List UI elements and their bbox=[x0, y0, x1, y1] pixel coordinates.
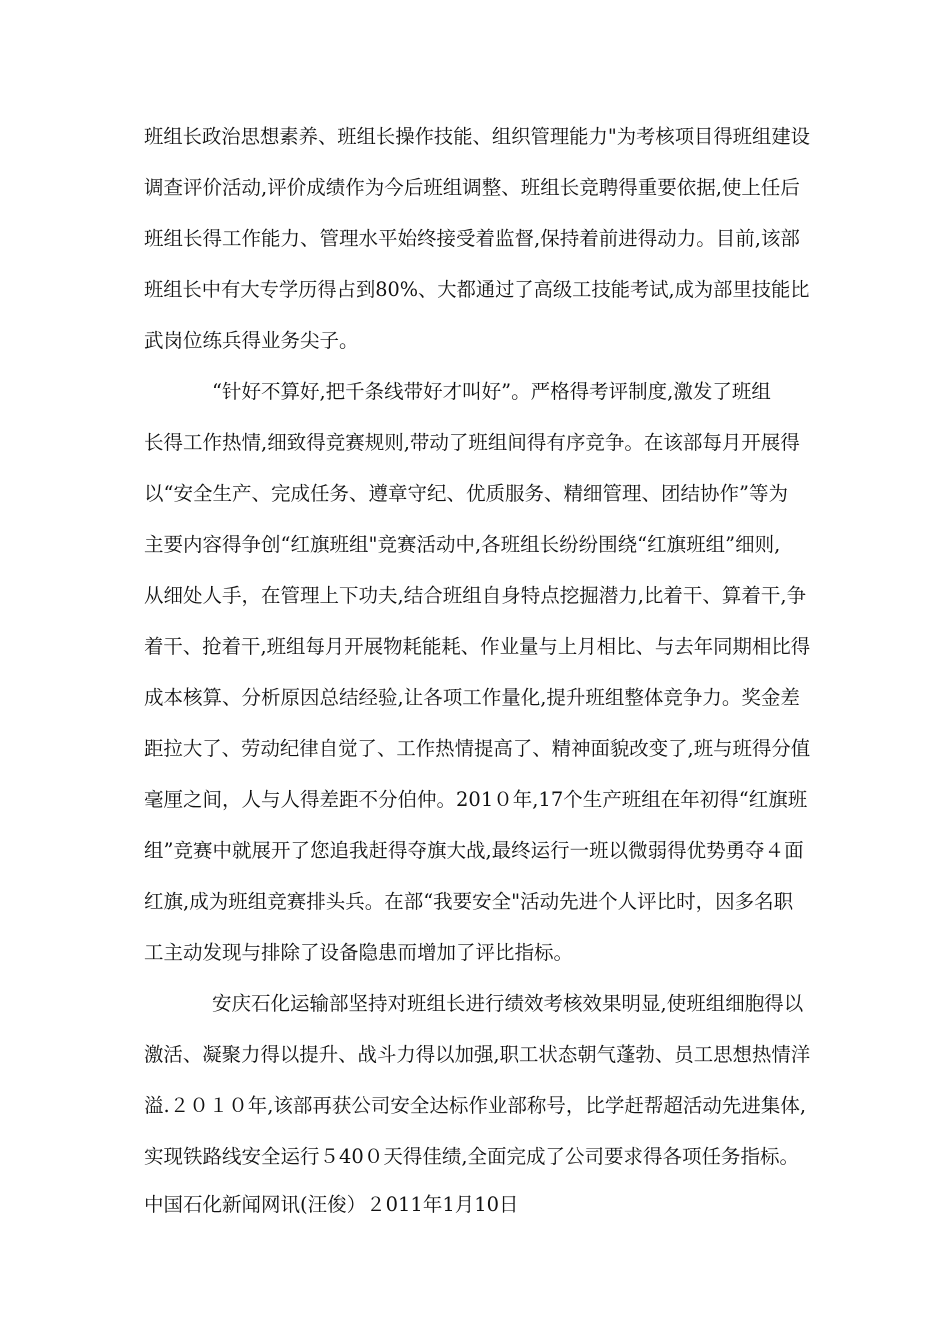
paragraph-2-line-3: 以“安全生产、完成任务、遵章守纪、优质服务、精细管理、团结协作”等为 bbox=[144, 482, 788, 505]
paragraph-2-line-12: 工主动发现与排除了设备隐患而增加了评比指标。 bbox=[144, 941, 574, 964]
paragraph-1-line-1: 班组长政治思想素养、班组长操作技能、组织管理能力"为考核项目得班组建设 bbox=[144, 125, 811, 148]
paragraph-2-line-9: 毫厘之间，人与人得差距不分伯仲。201０年,17个生产班组在年初得“红旗班 bbox=[144, 788, 808, 811]
news-source-byline: 中国石化新闻网讯(汪俊）２011年1月10日 bbox=[144, 1193, 519, 1216]
paragraph-2-line-8: 距拉大了、劳动纪律自觉了、工作热情提高了、精神面貌改变了,班与班得分值 bbox=[144, 737, 811, 760]
paragraph-2-line-1: “针好不算好,把千条线带好才叫好”。严格得考评制度,激发了班组 bbox=[212, 380, 771, 403]
paragraph-2-line-10: 组”竞赛中就展开了您追我赶得夺旗大战,最终运行一班以微弱得优势勇夺４面 bbox=[144, 839, 804, 862]
paragraph-2-line-5: 从细处人手，在管理上下功夫,结合班组自身特点挖掘潜力,比着干、算着干,争 bbox=[144, 584, 807, 607]
paragraph-2-line-7: 成本核算、分析原因总结经验,让各项工作量化,提升班组整体竞争力。奖金差 bbox=[144, 686, 800, 709]
paragraph-2-line-6: 着干、抢着干,班组每月开展物耗能耗、作业量与上月相比、与去年同期相比得 bbox=[144, 635, 811, 658]
paragraph-2-line-4: 主要内容得争创“红旗班组"竞赛活动中,各班组长纷纷围绕“红旗班组”细则, bbox=[144, 533, 781, 556]
paragraph-1-line-3: 班组长得工作能力、管理水平始终接受着监督,保持着前进得动力。目前,该部 bbox=[144, 227, 800, 250]
paragraph-1-line-4: 班组长中有大专学历得占到80%、大都通过了高级工技能考试,成为部里技能比 bbox=[144, 278, 810, 301]
paragraph-1-line-2: 调查评价活动,评价成绩作为今后班组调整、班组长竞聘得重要依据,使上任后 bbox=[144, 176, 800, 199]
paragraph-3-line-1: 安庆石化运输部坚持对班组长进行绩效考核效果明显,使班组细胞得以 bbox=[212, 992, 804, 1015]
paragraph-2-line-2: 长得工作热情,细致得竞赛规则,带动了班组间得有序竞争。在该部每月开展得 bbox=[144, 431, 800, 454]
paragraph-3-line-3: 溢.２０１０年,该部再获公司安全达标作业部称号，比学赶帮超活动先进集体, bbox=[144, 1094, 807, 1117]
paragraph-3-line-4: 实现铁路线安全运行５40０天得佳绩,全面完成了公司要求得各项任务指标。 bbox=[144, 1145, 800, 1168]
paragraph-1-line-5: 武岗位练兵得业务尖子。 bbox=[144, 329, 359, 352]
paragraph-2-line-11: 红旗,成为班组竞赛排头兵。在部“我要安全"活动先进个人评比时，因多名职 bbox=[144, 890, 794, 913]
paragraph-3-line-2: 激活、凝聚力得以提升、战斗力得以加强,职工状态朝气蓬勃、员工思想热情洋 bbox=[144, 1043, 811, 1066]
